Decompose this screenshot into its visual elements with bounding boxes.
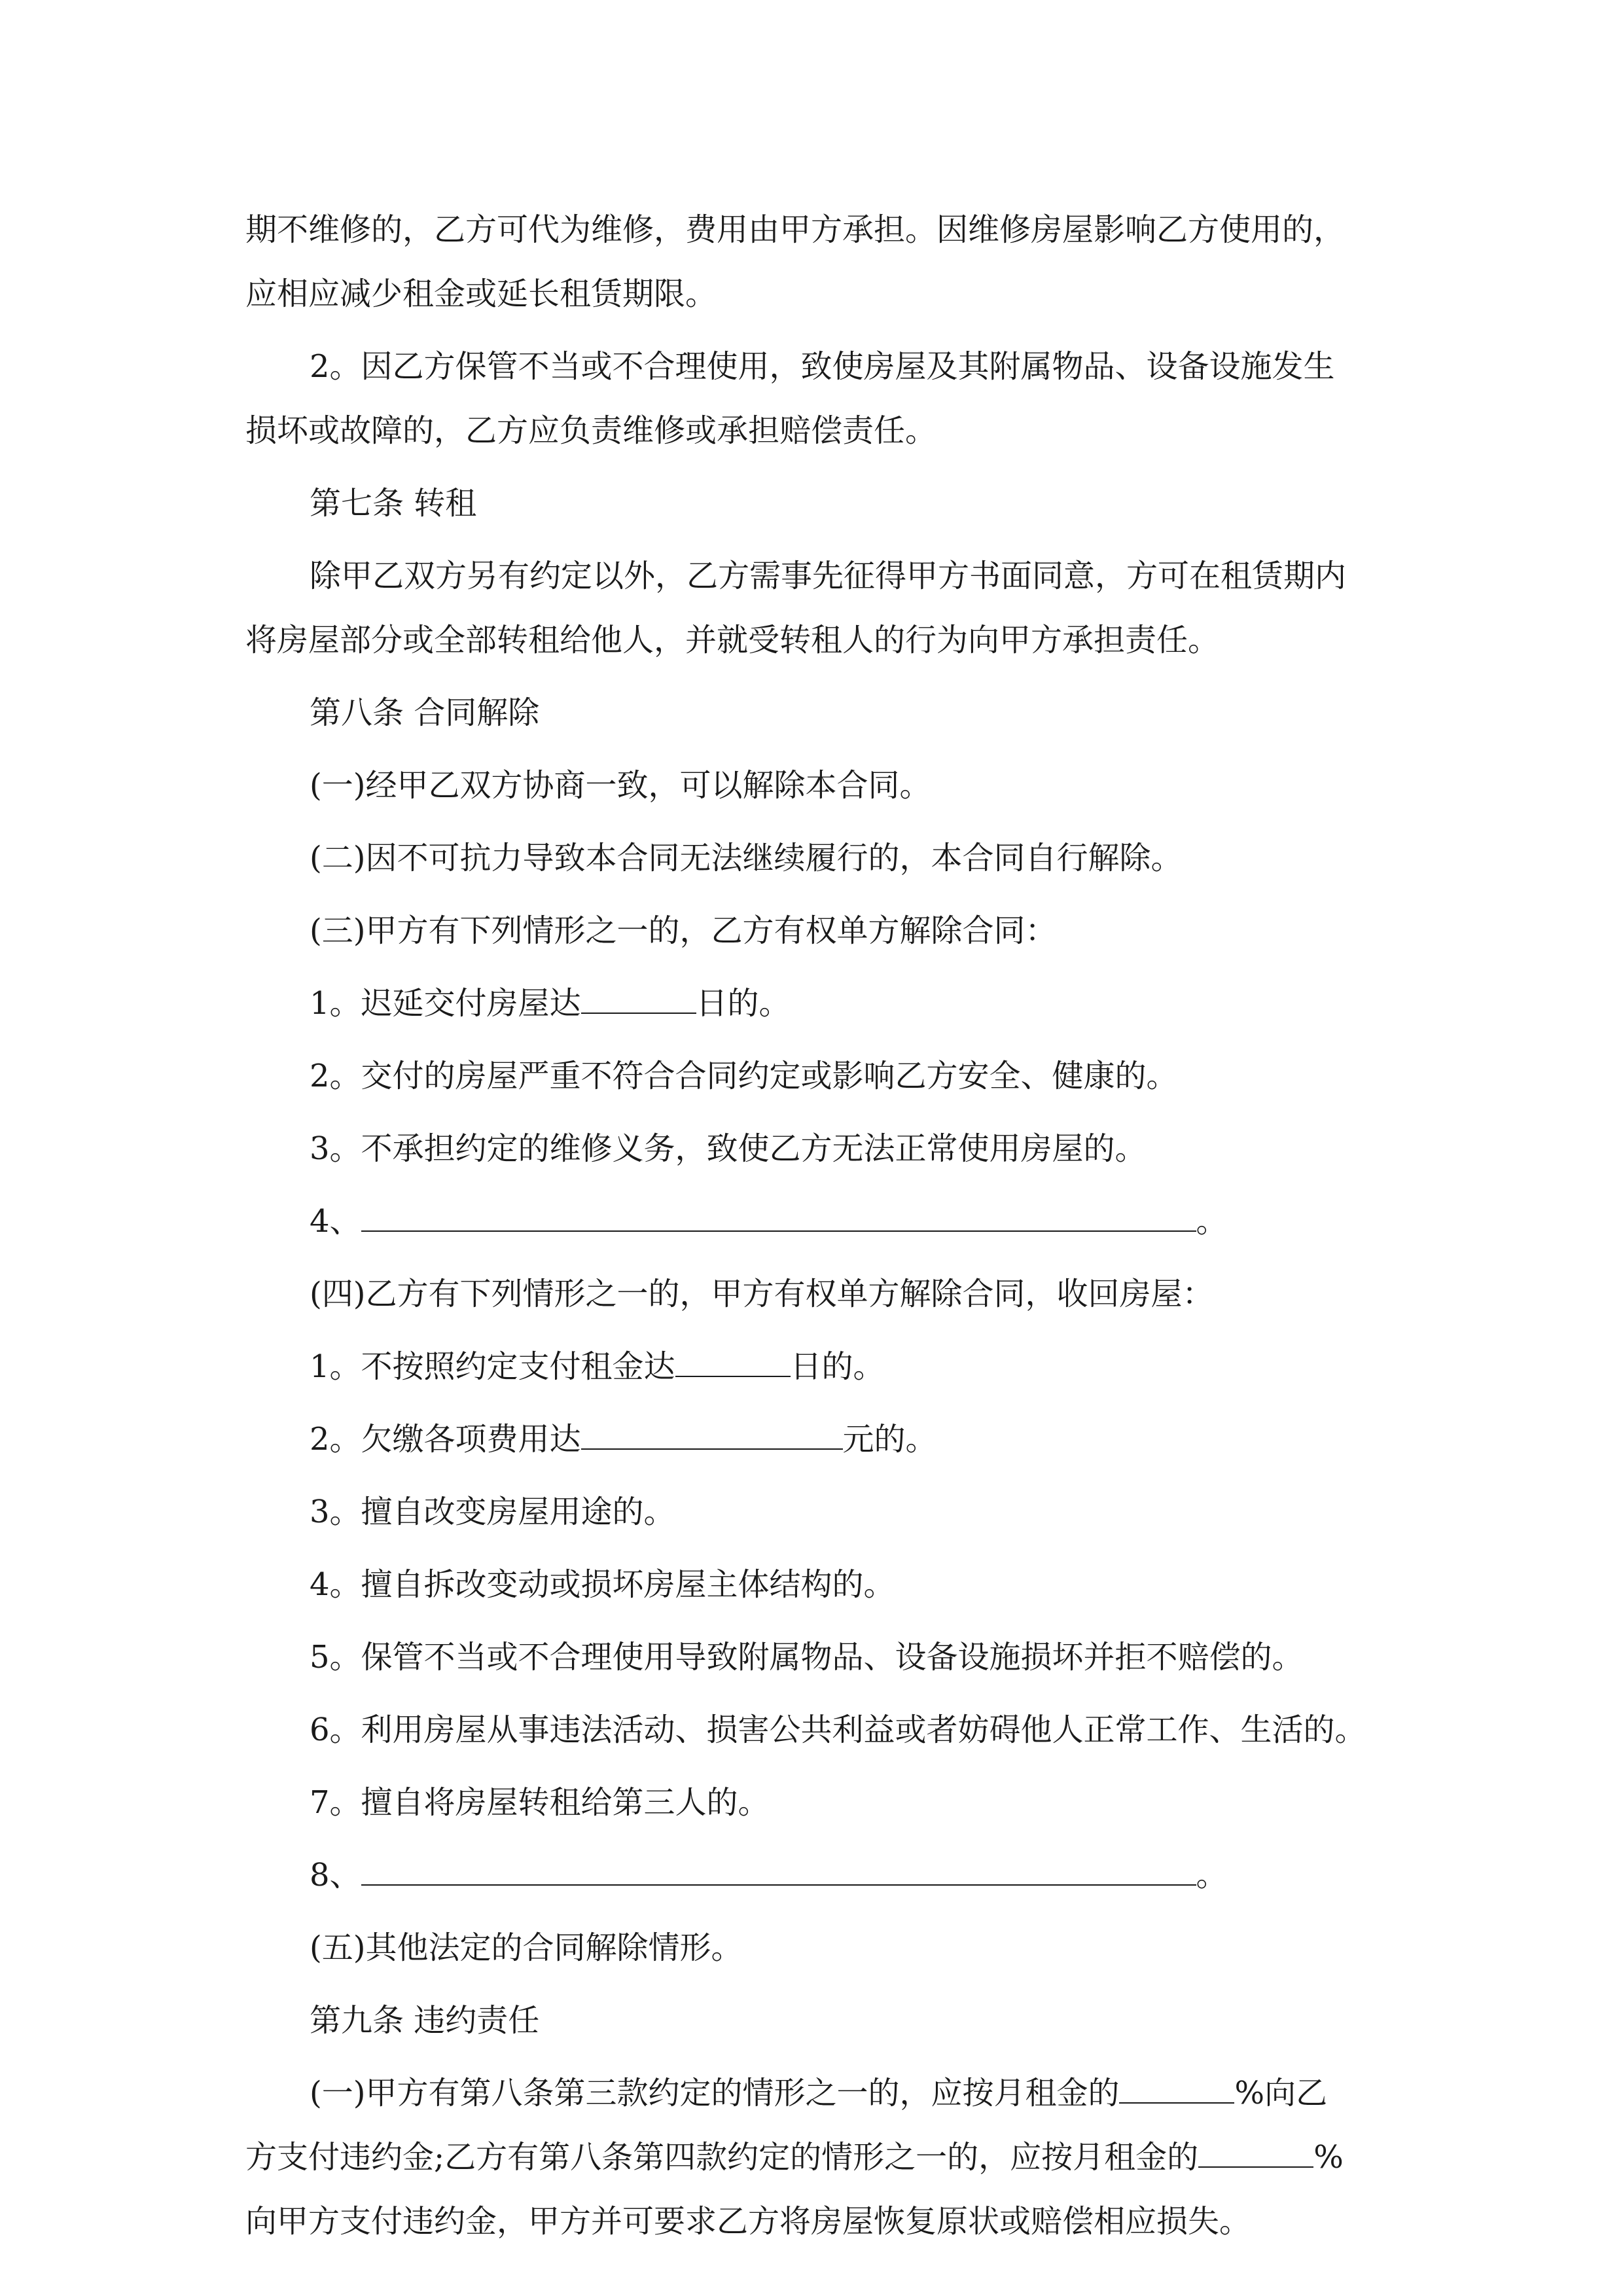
item-text: 日的。 (696, 985, 791, 1022)
clause-8-4-item-2 (245, 1407, 1397, 1471)
item-text: 。 (1196, 1203, 1228, 1240)
clause-9-1-line2 (245, 2125, 1397, 2189)
item-text: 。 (1196, 1857, 1228, 1893)
clause-8-4-item-4: 4。擅自拆改变动或损坏房屋主体结构的。 (310, 1566, 895, 1603)
clause-8-4-item-3: 3。擅自改变房屋用途的。 (310, 1494, 675, 1530)
clause-8-3-item-3: 3。不承担约定的维修义务，致使乙方无法正常使用房屋的。 (310, 1130, 1147, 1167)
item-text: 4、 (310, 1203, 361, 1240)
clause-8-4-item-5: 5。保管不当或不合理使用导致附属物品、设备设施损坏并拒不赔偿的。 (310, 1639, 1304, 1676)
item-text: 1。不按照约定支付租金达 (310, 1348, 675, 1385)
item-text: 8、 (310, 1857, 361, 1893)
document-body (245, 198, 1397, 2253)
clause-8-3-item-2: 2。交付的房屋严重不符合合同约定或影响乙方安全、健康的。 (310, 1058, 1178, 1094)
item-text: % (1313, 2139, 1344, 2176)
item-text: 方支付违约金;乙方有第八条第四款约定的情形之一的，应按月租金的 (245, 2139, 1199, 2176)
clause-9-1-line3: 向甲方支付违约金，甲方并可要求乙方将房屋恢复原状或赔偿相应损失。 (245, 2203, 1251, 2240)
clause-8-4-item-1 (245, 1335, 1397, 1399)
item-text: (一)甲方有第八条第三款约定的情形之一的，应按月租金的 (310, 2075, 1120, 2111)
paragraph-repair-line1: 期不维修的，乙方可代为维修，费用由甲方承担。因维修房屋影响乙方使用的， (245, 211, 1346, 248)
paragraph-sublet-line1: 除甲乙双方另有约定以外，乙方需事先征得甲方书面同意，方可在租赁期内 (310, 558, 1347, 594)
article-8-heading: 第八条 合同解除 (310, 694, 540, 731)
fill-blank-percent[interactable] (1198, 2136, 1313, 2168)
clause-8-4-item-8 (245, 1843, 1397, 1907)
item-text: 日的。 (790, 1348, 885, 1385)
clause-8-3-item-4 (245, 1189, 1397, 1253)
clause-8-4: (四)乙方有下列情形之一的，甲方有权单方解除合同，收回房屋： (310, 1276, 1214, 1312)
paragraph-sublet-line2: 将房屋部分或全部转租给他人，并就受转租人的行为向甲方承担责任。 (245, 622, 1220, 658)
item-text: 1。迟延交付房屋达 (310, 985, 581, 1022)
clause-8-5: (五)其他法定的合同解除情形。 (310, 1929, 743, 1966)
fill-blank-long[interactable] (361, 1200, 1196, 1232)
clause-8-3: (三)甲方有下列情形之一的，乙方有权单方解除合同： (310, 912, 1057, 949)
article-9-heading: 第九条 违约责任 (310, 2002, 540, 2039)
paragraph-damage-line1: 2。因乙方保管不当或不合理使用，致使房屋及其附属物品、设备设施发生 (310, 348, 1335, 385)
paragraph-repair-line2: 应相应减少租金或延长租赁期限。 (245, 276, 717, 312)
clause-8-4-item-6: 6。利用房屋从事违法活动、损害公共利益或者妨碍他人正常工作、生活的。 (310, 1712, 1366, 1748)
fill-blank-long[interactable] (361, 1854, 1196, 1886)
fill-blank-days[interactable] (581, 982, 696, 1014)
clause-8-3-item-1 (245, 971, 1397, 1035)
item-text: %向乙 (1234, 2075, 1328, 2111)
paragraph-damage-line2: 损坏或故障的，乙方应负责维修或承担赔偿责任。 (245, 412, 937, 449)
clause-8-4-item-7: 7。擅自将房屋转租给第三人的。 (310, 1784, 770, 1821)
item-text: 元的。 (842, 1421, 937, 1458)
fill-blank-percent[interactable] (1119, 2072, 1234, 2104)
clause-8-1: (一)经甲乙双方协商一致，可以解除本合同。 (310, 767, 931, 804)
clause-9-1-line1 (245, 2061, 1397, 2125)
fill-blank-days[interactable] (675, 1346, 791, 1377)
item-text: 2。欠缴各项费用达 (310, 1421, 581, 1458)
article-7-heading: 第七条 转租 (310, 485, 477, 522)
clause-8-2: (二)因不可抗力导致本合同无法继续履行的，本合同自行解除。 (310, 840, 1183, 876)
fill-blank-amount[interactable] (581, 1418, 843, 1450)
